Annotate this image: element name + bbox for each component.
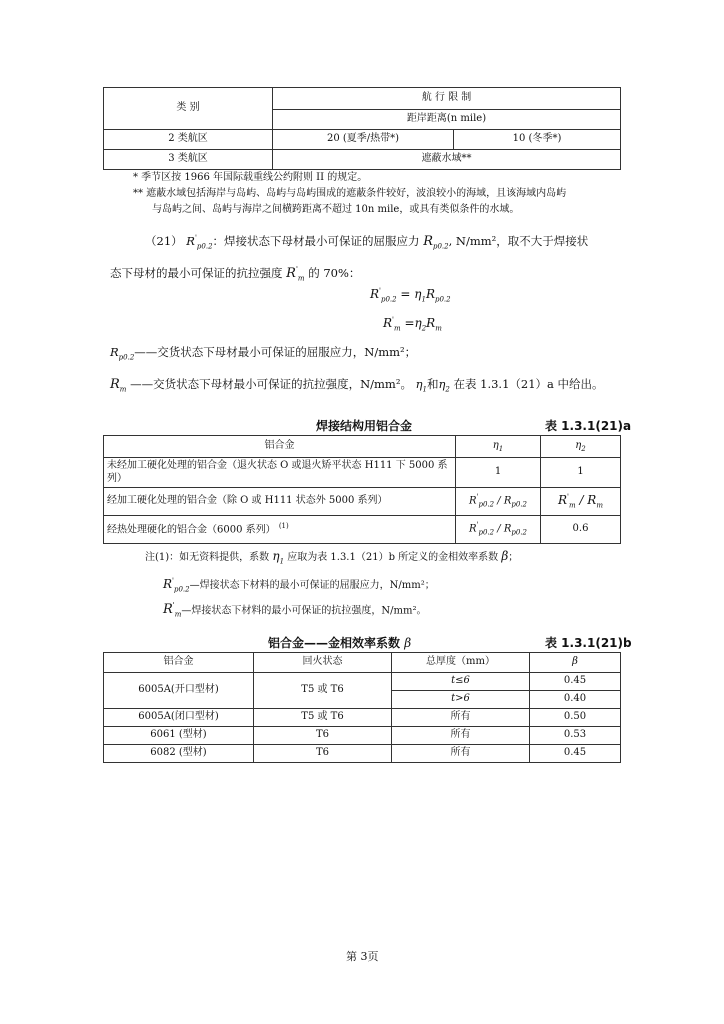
symbol-rp02: $R_{p0.2}$ [110, 345, 135, 362]
table-cell: 3 类航区 [104, 150, 273, 170]
table-cell: 所有 [392, 745, 530, 763]
table-cell: T6 [254, 727, 392, 745]
table-header-eta1: $\eta_1$ [456, 436, 541, 458]
table-cell: 0.40 [530, 691, 621, 709]
symbol-rm-welded: $R'_m$ [163, 602, 182, 619]
table-cell: 20 (夏季/热带*) [273, 130, 454, 150]
table-b-title: 铝合金——金相效率系数 β [268, 636, 412, 650]
table-cell: T6 [254, 745, 392, 763]
table-cell: 0.45 [530, 673, 621, 691]
table-cell: T5 或 T6 [254, 673, 392, 709]
table-cell-ratio-rp: $R'_{p0.2} / R_{p0.2}$ [456, 516, 541, 544]
table-header-sub: 距岸距离(n mile) [273, 110, 621, 130]
formula-rm: $R'_m =\eta_2R_m$ [383, 316, 442, 333]
aluminium-alloy-table [103, 435, 621, 544]
table-cell: 6061 (型材) [104, 727, 254, 745]
definition-rm [110, 376, 604, 394]
symbol-eta1: $\eta_1$ [272, 549, 285, 566]
table-header-group: 航 行 限 制 [273, 88, 621, 110]
table-cell-ratio-rp: $R'_{p0.2} / R_{p0.2}$ [456, 488, 541, 516]
definition-rp [110, 344, 416, 361]
table-header: 总厚度（mm） [392, 653, 530, 673]
page-number: 第 3页 [346, 950, 379, 963]
symbol-rm: $R_m$ [110, 377, 127, 394]
symbol-beta: β [501, 549, 509, 563]
table-a-label: 表 1.3.1(21)a [545, 419, 632, 433]
table-b-label: 表 1.3.1(21)b [545, 636, 632, 650]
text: ——交货状态下母材最小可保证的屈服应力，N/mm²； [134, 345, 417, 359]
symbol-rp-welded: $R'_{p0.2}$ [186, 234, 213, 251]
text: N/mm²，取不大于焊接状 [455, 234, 589, 248]
table-cell: 所有 [392, 727, 530, 745]
table-cell: 6005A(闭口型材) [104, 709, 254, 727]
note-line: * 季节区按 1966 年国际载重线公约附则 II 的规定。 [133, 172, 368, 183]
text: 和 [426, 377, 439, 391]
table-cell: 6082 (型材) [104, 745, 254, 763]
table-a-note-1: 注(1)：如无资料提供，系数 $\eta_1$ 应取为表 1.3.1（21）b 所定义的金相效率系数 β； [145, 549, 519, 566]
table-cell: 遮蔽水域** [273, 150, 621, 170]
table-cell: 未经加工硬化处理的铝合金（退火状态 O 或退火矫平状态 H111 下 5000 系列） [104, 458, 456, 488]
table-cell: 10 (冬季*) [454, 130, 621, 150]
table-cell: 6005A(开口型材) [104, 673, 254, 709]
paragraph-21-line1: （21） $R'_{p0.2}$：焊接状态下母材最小可保证的屈服应力 $R_{p0.2}$, N/mm²，取不大于焊接状 [145, 234, 589, 251]
table-cell: 1 [541, 458, 621, 488]
table-cell: t>6 [392, 691, 530, 709]
table-cell: 0.53 [530, 727, 621, 745]
table-cell: 0.45 [530, 745, 621, 763]
table-cell: 2 类航区 [104, 130, 273, 150]
table-cell: 所有 [392, 709, 530, 727]
text: ：焊接状态下母材最小可保证的屈服应力 [212, 234, 420, 248]
formula-rp: $R'_{p0.2} = \eta_1R_{p0.2}$ [370, 287, 451, 304]
navigation-limit-table [103, 87, 621, 170]
metallurgical-efficiency-table [103, 652, 621, 763]
table-header: 回火状态 [254, 653, 392, 673]
clause-number: （21） [145, 234, 183, 248]
table-cell: 经加工硬化处理的铝合金（除 O 或 H111 状态外 5000 系列） [104, 488, 456, 516]
symbol-rp-welded: $R'_{p0.2}$ [163, 577, 190, 594]
table-a-note-3: $R'_m—$焊接状态下材料的最小可保证的抗拉强度，N/mm²。 [163, 602, 427, 619]
symbol-eta2: $\eta_2$ [438, 377, 450, 394]
symbol-eta1: $\eta_1$ [415, 377, 427, 394]
text: 的 70%： [308, 266, 361, 280]
table-a-title: 焊接结构用铝合金 [316, 419, 413, 433]
table-cell: T5 或 T6 [254, 709, 392, 727]
table-cell: t≤6 [392, 673, 530, 691]
table-cell: 0.50 [530, 709, 621, 727]
table-a-note-2: $R'_{p0.2}—$焊接状态下材料的最小可保证的屈服应力，N/mm²； [163, 577, 435, 594]
symbol-rm-welded: $R'_m$ [286, 265, 305, 283]
symbol-beta: β [404, 636, 412, 650]
text: ——交货状态下母材最小可保证的抗拉强度，N/mm²。 [130, 377, 412, 391]
table-cell-ratio-rm: $R'_m / R_m$ [541, 488, 621, 516]
text: 态下母材的最小可保证的抗拉强度 [110, 266, 283, 280]
table-header: 铝合金 [104, 653, 254, 673]
table-cell: 经热处理硬化的铝合金（6000 系列） $^{(1)}$ [104, 516, 456, 544]
paragraph-21-line2 [110, 265, 360, 283]
table-cell: 0.6 [541, 516, 621, 544]
table-cell: 1 [456, 458, 541, 488]
note-line: 与岛屿之间、岛屿与海岸之间横跨距离不超过 10n mile，或具有类似条件的水域。 [152, 204, 520, 215]
symbol-rp02: $R_{p0.2}$ [423, 234, 449, 251]
note-line: ** 遮蔽水域包括海岸与岛屿、岛屿与岛屿围成的遮蔽条件较好，波浪较小的海域，且该海域内岛屿 [133, 188, 567, 199]
table-header-category: 类 别 [104, 88, 273, 130]
table-header-eta2: $\eta_2$ [541, 436, 621, 458]
text: 在表 1.3.1（21）a 中给出。 [453, 377, 604, 391]
table-header-alloy: 铝合金 [104, 436, 456, 458]
table-header-beta: β [530, 653, 621, 673]
